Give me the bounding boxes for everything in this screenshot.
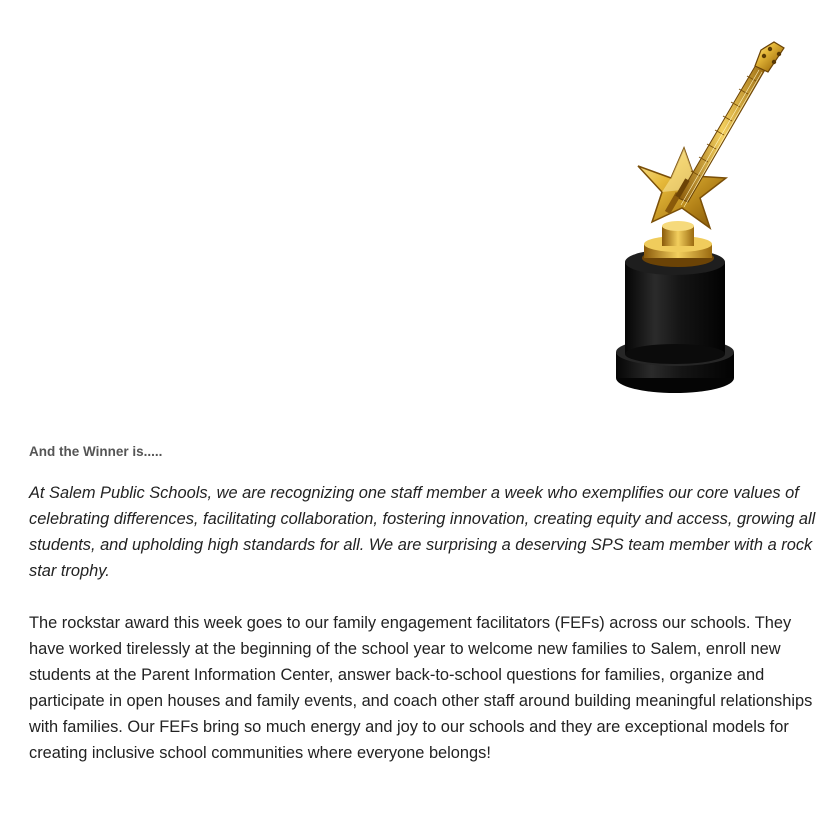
trophy-image [598, 40, 798, 400]
rock-star-trophy-icon [598, 40, 798, 400]
award-paragraph: The rockstar award this week goes to our family engagement facilitators (FEFs) across our schools. They have worked tirelessly at the beginning of the school year to welcome new families to Salem, enroll new students at the Parent Information Center, answer back-to-school questions for families, organize and participate in open houses and family events, and coach other staff around building meaningful relationships with families. Our FEFs bring so much energy and joy to our schools and they are exceptional models for creating inclusive school communities where everyone belongs! [29, 614, 813, 762]
winner-heading: And the Winner is..... [29, 444, 163, 459]
intro-paragraph: At Salem Public Schools, we are recognizing one staff member a week who exemplifies our core values of celebrating differences, facilitating collaboration, fostering innovation, creating equity and access, growing all students, and upholding high standards for all. We are surprising a deserving SPS team member with a rock star trophy. [29, 484, 816, 580]
